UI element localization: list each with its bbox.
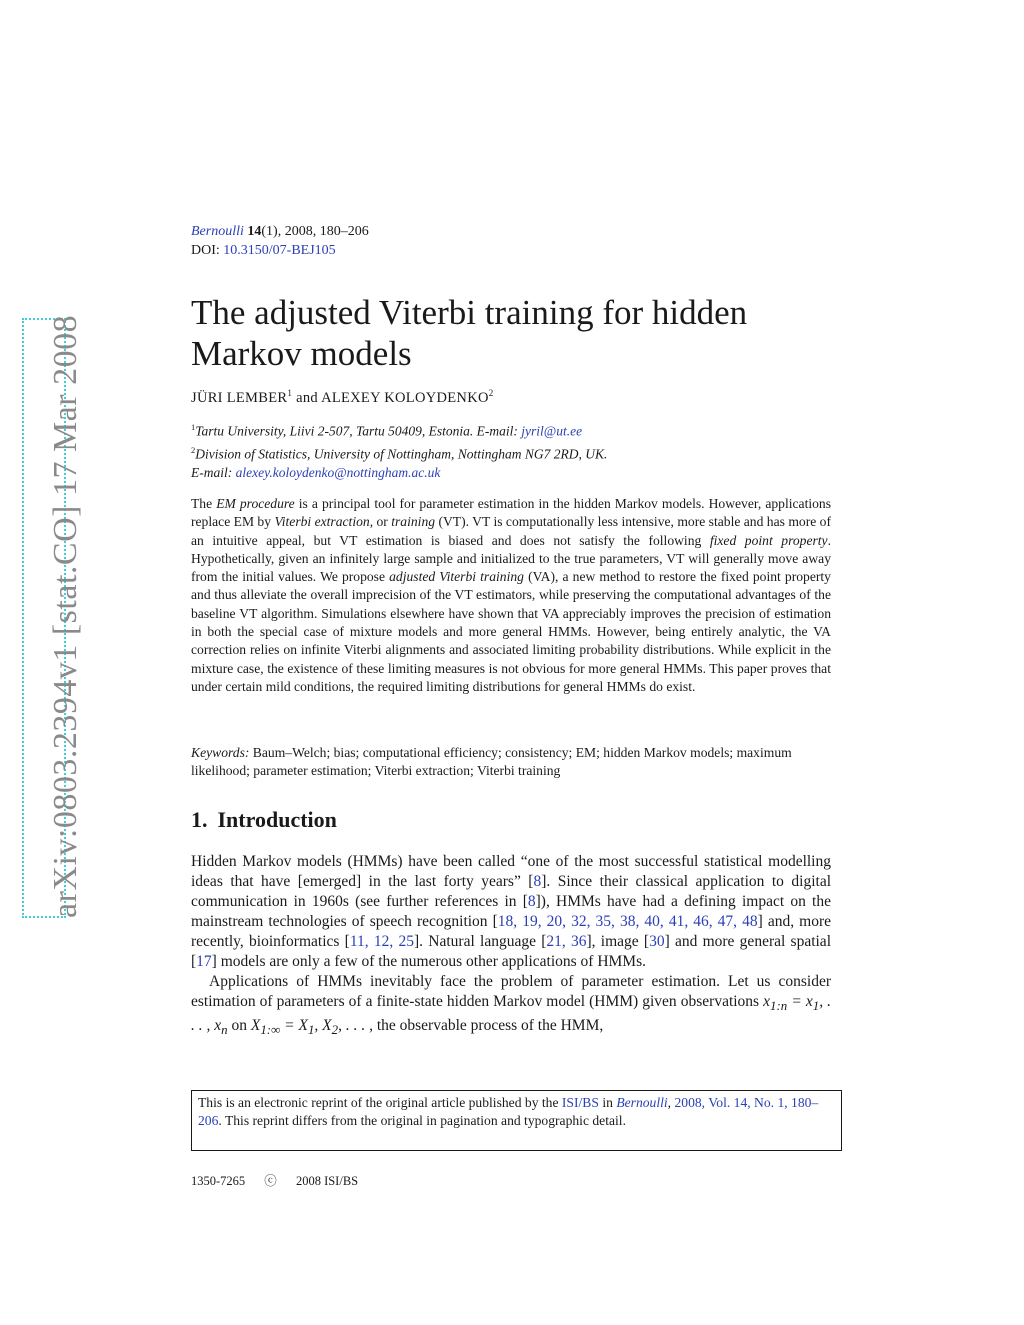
citation-link[interactable]: 17 <box>196 953 212 970</box>
affiliation-text: Tartu University, Liivi 2-507, Tartu 50409, Estonia. E-mail: <box>195 423 522 439</box>
math-symbol: x <box>763 993 771 1010</box>
authors <box>191 388 494 407</box>
copyright-text: 2008 ISI/BS <box>295 1174 359 1188</box>
citation-link[interactable]: 2008, Vol. 14, No. 1, 180–206 <box>198 1095 819 1129</box>
section-heading <box>191 807 337 833</box>
author-affiliation-mark: 2 <box>488 388 494 398</box>
paragraph-text: ]. Since their classical application to digital communication in 1960s (see further references in [ <box>191 873 832 910</box>
math-symbol: , . . . , x <box>191 993 831 1035</box>
affiliation-mark: 2 <box>191 444 196 455</box>
doi-line <box>191 241 369 260</box>
paragraph-text: Hidden Markov models (HMMs) have been called “one of the most successful statistical modelling ideas that have [emerged] in the last forty years” [ <box>191 853 831 890</box>
section-number: 1. <box>191 807 208 832</box>
footer <box>191 1171 358 1189</box>
section-title: Introduction <box>217 807 337 832</box>
doi-label: DOI: <box>191 243 220 258</box>
affiliation-2-email <box>191 463 831 482</box>
paper-title: The adjusted Viterbi training for hidden Markov models <box>191 293 748 373</box>
copyright-icon: ⓒ <box>264 1174 277 1188</box>
abstract-text: The <box>191 496 217 511</box>
citation-link[interactable]: 11, 12, 25 <box>349 933 415 950</box>
email-link[interactable]: jyril@ut.ee <box>521 423 583 439</box>
keywords-text: Baum–Welch; bias; computational efficiency; consistency; EM; hidden Markov models; maximum likelihood; parameter estimation; Viterbi extraction; Viterbi training <box>191 745 792 779</box>
reprint-notice <box>191 1090 842 1151</box>
issn: 1350-7265 <box>191 1174 246 1188</box>
abstract-emphasis: Viterbi extraction <box>274 514 370 530</box>
affiliation-mark: 1 <box>191 422 196 432</box>
journal-volume: 14 <box>247 224 262 239</box>
authors-conjunction: and <box>296 389 318 406</box>
introduction-body <box>191 852 831 1040</box>
paragraph-text: ]. Natural language [ <box>414 933 547 950</box>
abstract-text: , or <box>369 514 392 530</box>
math-subscript: 1:n <box>770 998 788 1014</box>
journal-link[interactable]: Bernoulli <box>191 224 244 239</box>
math-subscript: 1 <box>307 1022 315 1038</box>
reprint-text: . This reprint differs from the original in pagination and typographic detail. <box>218 1113 626 1129</box>
citation-line <box>191 222 369 241</box>
email-link[interactable]: alexey.koloydenko@nottingham.ac.uk <box>235 465 441 480</box>
paragraph-text: Applications of HMMs inevitably face the problem of parameter estimation. Let us consider estimation of parameters of a finite-state hidden Markov model (HMM) given observations <box>191 973 831 1010</box>
citation-link[interactable]: 30 <box>649 933 665 950</box>
abstract-text: (VT). VT is computationally less intensive, more stable and has more of an intuitive appeal, but VT estimation is biased and does not satisfy the following <box>191 514 831 548</box>
citation-link[interactable]: 8 <box>533 873 542 890</box>
journal-header <box>191 222 369 260</box>
math-symbol: X <box>250 1017 261 1035</box>
paragraph <box>191 852 831 972</box>
citation-link[interactable]: 21, 36 <box>546 933 587 950</box>
math-symbol: = X <box>280 1017 308 1035</box>
affiliation-1 <box>191 418 831 441</box>
paragraph-text: ] and, more recently, bioinformatics [ <box>191 913 832 950</box>
paragraph-text: on <box>227 1017 251 1035</box>
author-name: JÜRI LEMBER <box>191 389 288 406</box>
reprint-text: , <box>667 1095 675 1110</box>
keywords-label: Keywords: <box>191 745 250 760</box>
math-subscript: 1 <box>812 998 820 1014</box>
reprint-text: in <box>598 1095 617 1110</box>
abstract-emphasis: adjusted Viterbi training <box>389 569 524 585</box>
abstract-emphasis: EM procedure <box>216 496 295 511</box>
abstract-text: is a principal tool for parameter estimation in the hidden Markov models. However, applications replace EM by <box>191 496 832 530</box>
abstract <box>191 495 831 696</box>
paragraph-text: ] models are only a few of the numerous other applications of HMMs. <box>211 953 646 970</box>
paragraph-text: ], image [ <box>586 933 650 950</box>
math-expression <box>250 1017 373 1038</box>
reprint-text: This is an electronic reprint of the original article published by the <box>198 1095 562 1110</box>
abstract-text: . Hypothetically, given an infinitely large sample and initialized to the true parameters, VT will generally move away from the initial values. We propose <box>191 532 831 585</box>
email-label: E-mail: <box>191 465 236 480</box>
paragraph-text: ]), HMMs have had a defining impact on the mainstream technologies of speech recognition [ <box>191 893 831 930</box>
math-symbol: , . . . , <box>338 1017 373 1035</box>
keywords <box>191 744 831 781</box>
doi-link[interactable]: 10.3150/07-BEJ105 <box>223 243 336 258</box>
paragraph <box>191 972 831 1040</box>
math-symbol: = x <box>787 993 813 1010</box>
math-subscript: n <box>221 1022 228 1038</box>
author-affiliation-mark: 1 <box>287 388 293 398</box>
math-subscript: 2 <box>331 1022 339 1038</box>
math-symbol: , X <box>314 1017 332 1035</box>
abstract-text: (VA), a new method to restore the fixed point property and thus alleviate the overall imprecision of the VT estimators, while preserving the computational advantages of the baseline VT algorithm. Simulations elsewhere have shown that VA appreciably improves the precision of estimation in both the special case of mixture models and more general HMMs. However, being entirely analytic, the VA correction relies on infinite Viterbi alignments and associated limiting probability distributions. While explicit in the mixture case, the existence of these limiting measures is not obvious for more general HMMs. This paper proves that under certain mild conditions, the required limiting distributions for general HMMs do exist. <box>191 569 831 694</box>
journal-issue-pages: (1), 2008, 180–206 <box>261 224 369 239</box>
citation-link[interactable]: 18, 19, 20, 32, 35, 38, 40, 41, 46, 47, 48 <box>497 913 758 930</box>
journal-link[interactable]: Bernoulli <box>616 1095 668 1110</box>
publisher-link[interactable]: ISI/BS <box>561 1095 599 1110</box>
citation-link[interactable]: 8 <box>527 893 536 910</box>
affiliation-2 <box>191 441 831 464</box>
author-name: ALEXEY KOLOYDENKO <box>321 389 489 406</box>
affiliations <box>191 418 831 482</box>
abstract-emphasis: training <box>391 514 436 530</box>
math-subscript: 1:∞ <box>260 1022 281 1038</box>
abstract-emphasis: fixed point property <box>709 532 828 548</box>
paragraph-text: ] and more general spatial [ <box>191 933 831 970</box>
paragraph-text: the observable process of the HMM, <box>372 1017 604 1035</box>
affiliation-text: Division of Statistics, University of Nottingham, Nottingham NG7 2RD, UK. <box>195 446 608 461</box>
arxiv-stamp-text: arXiv:0803.2394v1 [stat.CO] 17 Mar 2008 <box>47 314 84 918</box>
